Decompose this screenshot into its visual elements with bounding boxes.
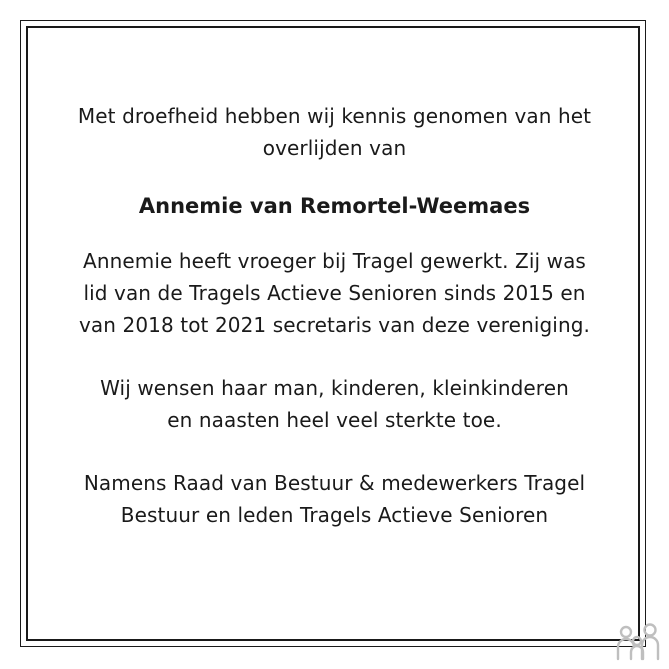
intro-text: [40, 100, 629, 164]
signature-line: Bestuur en leden Tragels Actieve Senioren: [120, 503, 549, 527]
signature-text: [40, 467, 629, 531]
condolence-line: en naasten heel veel sterkte toe.: [167, 408, 502, 432]
bio-line: Annemie heeft vroeger bij Tragel gewerkt. Zij was: [83, 249, 586, 273]
deceased-name: Annemie van Remortel-Weemaes: [138, 194, 531, 218]
family-group-icon: [615, 621, 661, 661]
announcement-body: [40, 100, 629, 531]
bio-line: lid van de Tragels Actieve Senioren sinds 2015 en: [83, 281, 586, 305]
bio-text: [40, 245, 629, 341]
bio-line: van 2018 tot 2021 secretaris van deze vereniging.: [78, 313, 590, 337]
condolence-text: [40, 372, 629, 436]
intro-line: overlijden van: [262, 136, 407, 160]
condolence-line: Wij wensen haar man, kinderen, kleinkinderen: [100, 376, 569, 400]
signature-line: Namens Raad van Bestuur & medewerkers Tragel: [83, 471, 586, 495]
intro-line: Met droefheid hebben wij kennis genomen van het: [77, 104, 592, 128]
